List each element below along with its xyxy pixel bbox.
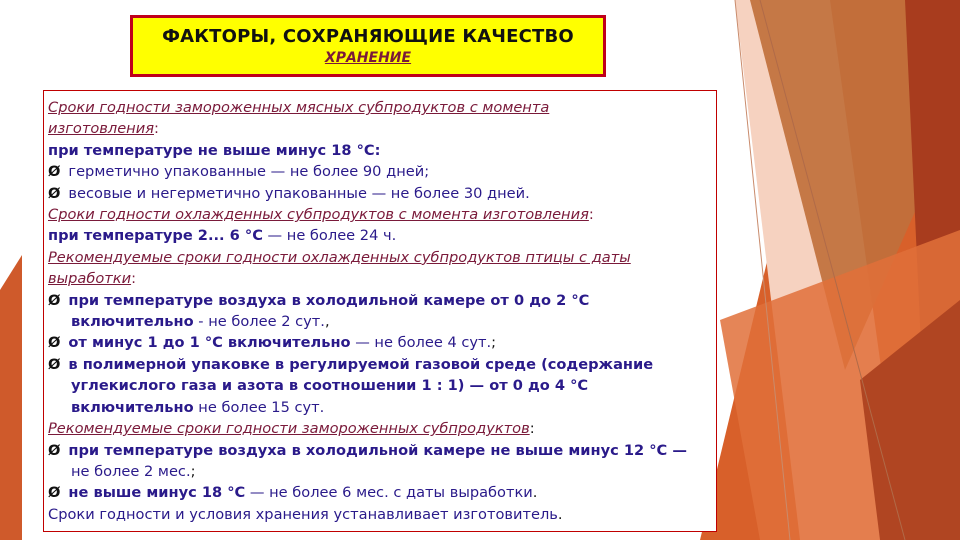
frozen-heading-line-2: изготовления: <box>48 120 159 138</box>
rec-frozen-heading: Рекомендуемые сроки годности замороженных субпродуктов: <box>48 420 535 438</box>
bg-shape-left-stripe <box>0 255 22 540</box>
poultry-heading-line-2: выработки: <box>48 270 136 288</box>
list-item: Ø не выше минус 18 °С — не более 6 мес. с даты выработки. <box>48 484 538 502</box>
bullet-arrow-icon: Ø <box>48 334 61 352</box>
bullet-arrow-icon: Ø <box>48 184 61 202</box>
list-item: Ø весовые и негерметично упакованные — не более 30 дней. <box>48 184 530 202</box>
list-item-continuation: включительно - не более 2 сут., <box>71 313 330 331</box>
frozen-heading-line-1: Сроки годности замороженных мясных субпродуктов с момента <box>48 99 550 116</box>
bullet-arrow-icon: Ø <box>48 441 61 459</box>
poultry-heading-line-1: Рекомендуемые сроки годности охлажденных субпродуктов птицы с даты <box>48 248 631 266</box>
list-item-continuation: включительно не более 15 сут. <box>71 398 325 416</box>
list-item: Ø при температуре воздуха в холодильной камере не выше минус 12 °С — <box>48 441 687 459</box>
bullet-arrow-icon: Ø <box>48 163 61 181</box>
slide-title: ФАКТОРЫ, СОХРАНЯЮЩИЕ КАЧЕСТВО <box>162 26 574 47</box>
chilled-heading: Сроки годности охлажденных субпродуктов с момента изготовления: <box>48 206 594 224</box>
title-box <box>130 15 606 77</box>
list-item-continuation: углекислого газа и азота в соотношении 1 : 1) — от 0 до 4 °С <box>71 377 589 395</box>
list-item: Ø при температуре воздуха в холодильной камере от 0 до 2 °С <box>48 291 590 309</box>
bullet-arrow-icon: Ø <box>48 355 61 373</box>
list-item: Ø от минус 1 до 1 °С включительно — не более 4 сут.; <box>48 334 497 352</box>
list-item: Ø в полимерной упаковке в регулируемой газовой среде (содержание <box>48 355 654 373</box>
list-item-continuation: не более 2 мес.; <box>71 462 196 480</box>
frozen-temperature: при температуре не выше минус 18 °С: <box>48 141 381 159</box>
chilled-temperature: при температуре 2... 6 °С — не более 24 ч. <box>48 227 397 245</box>
closing-statement: Сроки годности и условия хранения устанавливает изготовитель. <box>48 505 563 523</box>
list-item: Ø герметично упакованные — не более 90 дней; <box>48 163 430 181</box>
content-box <box>43 90 717 532</box>
bullet-arrow-icon: Ø <box>48 291 61 309</box>
bullet-arrow-icon: Ø <box>48 484 61 502</box>
slide-subtitle: ХРАНЕНИЕ <box>324 50 412 66</box>
